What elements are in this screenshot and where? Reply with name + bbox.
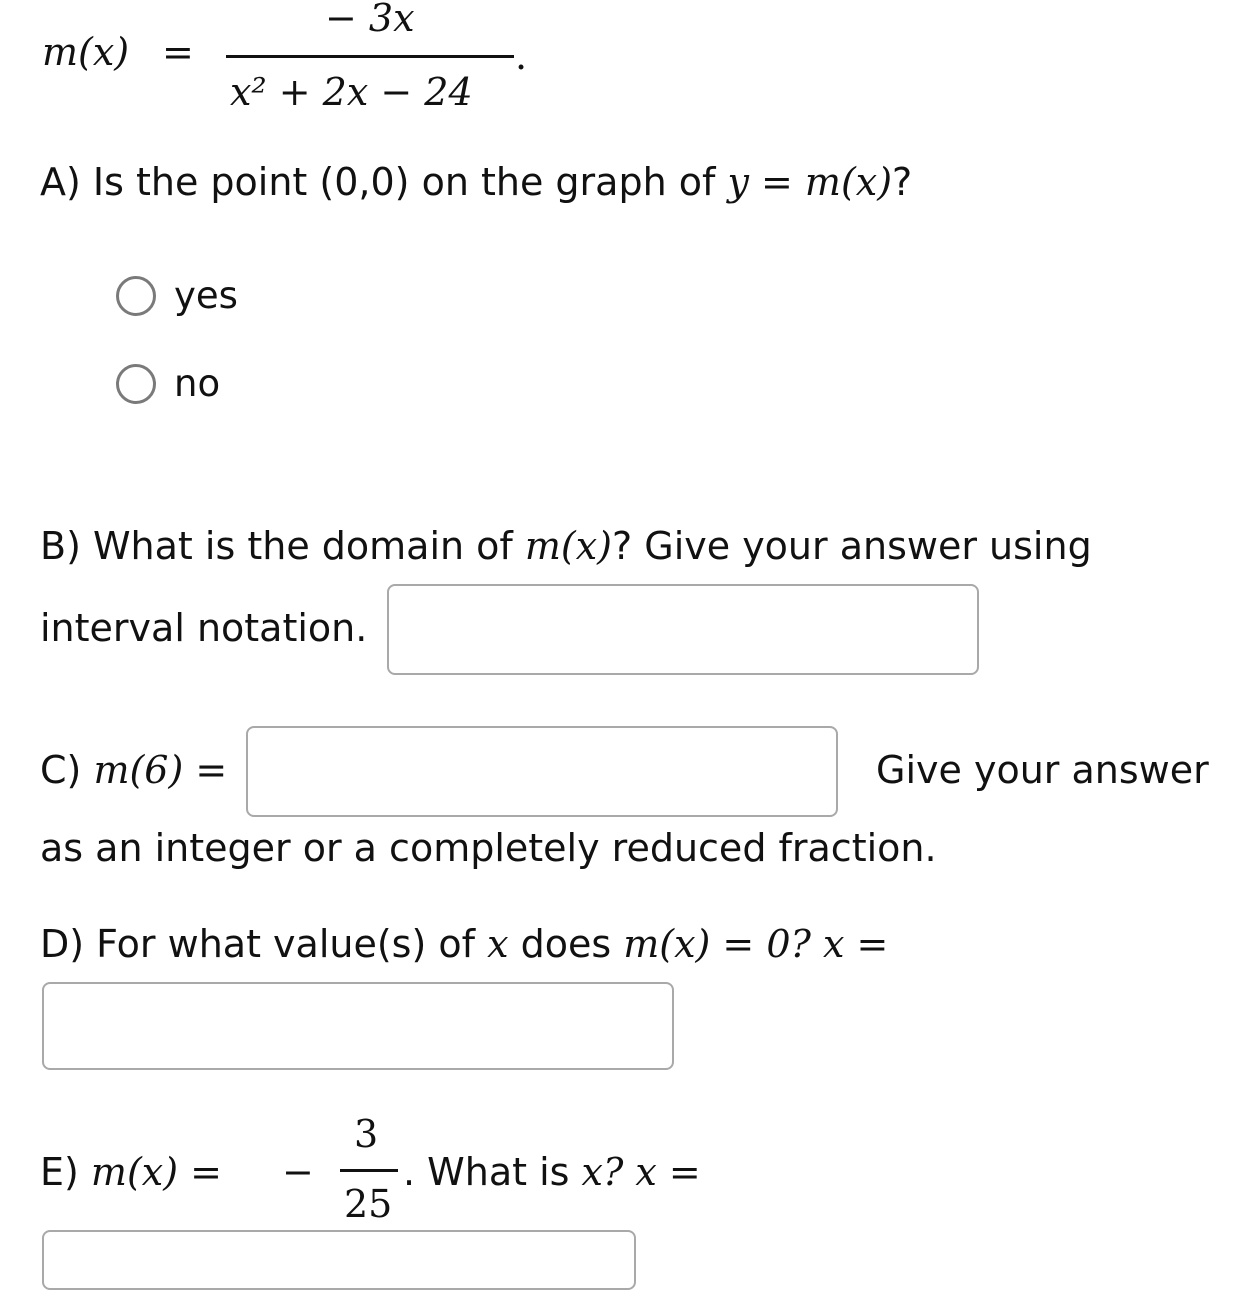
part-a-question: A) Is the point (0,0) on the graph of y = m(x)? bbox=[40, 160, 913, 204]
part-e-denominator: 25 bbox=[344, 1182, 393, 1226]
part-b-question-line2: interval notation. bbox=[40, 606, 368, 650]
part-e-fraction-bar bbox=[340, 1169, 398, 1172]
radio-label-yes: yes bbox=[174, 274, 238, 317]
part-e-answer-input[interactable] bbox=[42, 1230, 636, 1290]
part-c-instruction-line2: as an integer or a completely reduced fraction. bbox=[40, 826, 937, 870]
part-e-prefix: E) m(x) = bbox=[40, 1150, 222, 1194]
function-lhs: m(x) bbox=[42, 30, 130, 74]
radio-option-yes[interactable] bbox=[116, 274, 238, 317]
function-period: . bbox=[515, 34, 528, 78]
part-d-question: D) For what value(s) of x does m(x) = 0? x = bbox=[40, 922, 889, 966]
function-denominator: x² + 2x − 24 bbox=[230, 70, 473, 114]
radio-button-no[interactable] bbox=[116, 364, 156, 404]
part-e-numerator: 3 bbox=[354, 1112, 379, 1156]
part-c-label: C) m(6) = bbox=[40, 748, 228, 792]
part-b-question-line1: B) What is the domain of m(x)? Give your answer using bbox=[40, 524, 1092, 568]
zero-answer-input[interactable] bbox=[42, 982, 674, 1070]
radio-option-no[interactable] bbox=[116, 362, 220, 405]
radio-label-no: no bbox=[174, 362, 221, 405]
part-c-instruction: Give your answer bbox=[876, 748, 1209, 792]
m6-answer-input[interactable] bbox=[246, 726, 838, 817]
function-numerator: − 3x bbox=[325, 0, 415, 40]
function-equals: = bbox=[162, 30, 194, 74]
domain-answer-input[interactable] bbox=[387, 584, 979, 675]
part-e-question: . What is x? x = bbox=[403, 1150, 701, 1194]
part-e-negative-sign: − bbox=[282, 1150, 314, 1194]
function-fraction-bar bbox=[226, 55, 514, 58]
radio-button-yes[interactable] bbox=[116, 276, 156, 316]
